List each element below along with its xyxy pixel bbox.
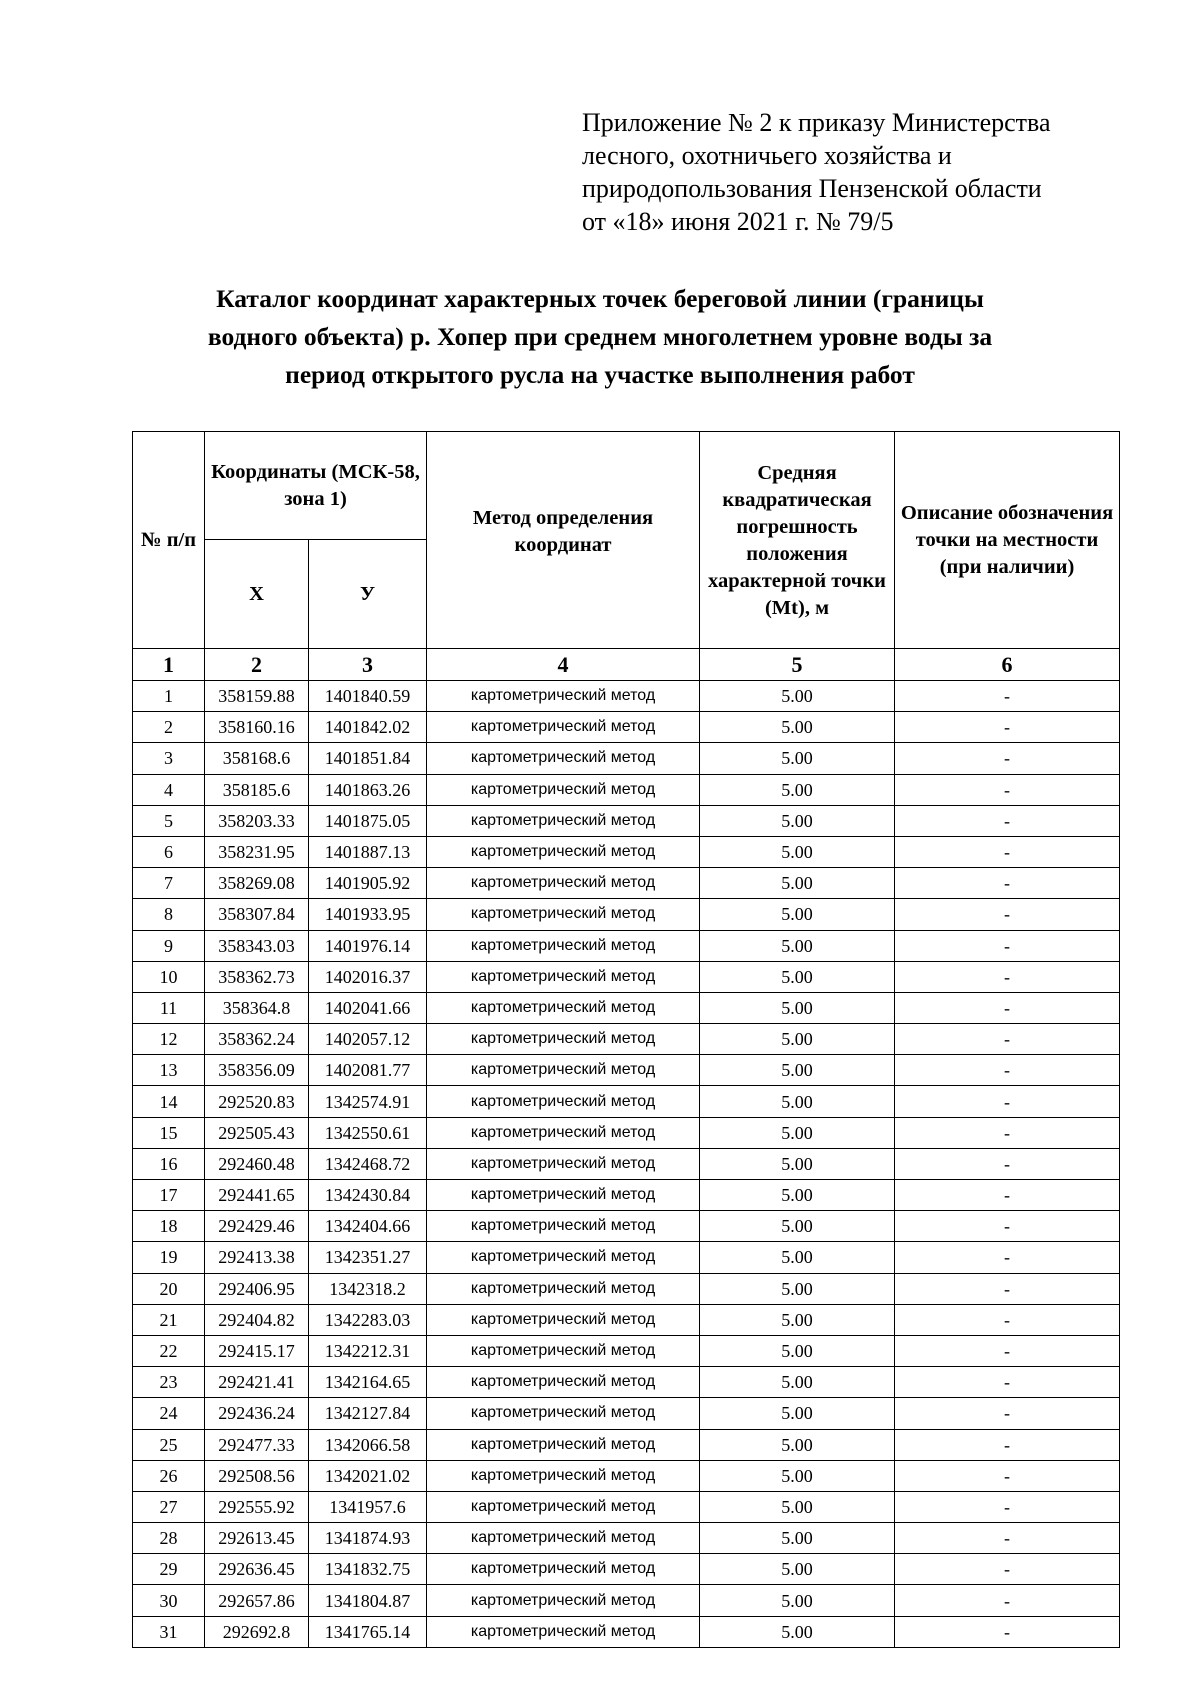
cell-accuracy: 5.00 bbox=[700, 1304, 895, 1335]
title-line: водного объекта) р. Хопер при среднем многолетнем уровне воды за bbox=[207, 322, 993, 351]
cell-description: - bbox=[895, 1616, 1120, 1647]
cell-number: 3 bbox=[133, 743, 205, 774]
cell-method: картометрический метод bbox=[427, 1180, 700, 1211]
cell-accuracy: 5.00 bbox=[700, 1086, 895, 1117]
cell-description: - bbox=[895, 1117, 1120, 1148]
cell-y: 1401842.02 bbox=[309, 712, 427, 743]
cell-x: 358362.73 bbox=[205, 961, 309, 992]
cell-accuracy: 5.00 bbox=[700, 992, 895, 1023]
cell-y: 1401976.14 bbox=[309, 930, 427, 961]
table-row bbox=[133, 1180, 1120, 1211]
header-y: У bbox=[309, 540, 427, 649]
cell-method: картометрический метод bbox=[427, 1585, 700, 1616]
cell-description: - bbox=[895, 1304, 1120, 1335]
cell-x: 292429.46 bbox=[205, 1211, 309, 1242]
table-row bbox=[133, 1024, 1120, 1055]
cell-x: 358343.03 bbox=[205, 930, 309, 961]
cell-method: картометрический метод bbox=[427, 930, 700, 961]
cell-description: - bbox=[895, 1523, 1120, 1554]
cell-accuracy: 5.00 bbox=[700, 836, 895, 867]
cell-x: 358364.8 bbox=[205, 992, 309, 1023]
cell-y: 1401840.59 bbox=[309, 681, 427, 712]
cell-number: 22 bbox=[133, 1335, 205, 1366]
table-row bbox=[133, 743, 1120, 774]
cell-x: 358362.24 bbox=[205, 1024, 309, 1055]
table-row bbox=[133, 1491, 1120, 1522]
cell-description: - bbox=[895, 868, 1120, 899]
cell-number: 26 bbox=[133, 1460, 205, 1491]
cell-x: 292477.33 bbox=[205, 1429, 309, 1460]
cell-method: картометрический метод bbox=[427, 1616, 700, 1647]
table-row bbox=[133, 1554, 1120, 1585]
cell-accuracy: 5.00 bbox=[700, 805, 895, 836]
column-number: 2 bbox=[205, 649, 309, 681]
cell-y: 1342164.65 bbox=[309, 1367, 427, 1398]
column-number: 4 bbox=[427, 649, 700, 681]
header-x: Х bbox=[205, 540, 309, 649]
cell-accuracy: 5.00 bbox=[700, 1055, 895, 1086]
table-row bbox=[133, 868, 1120, 899]
table-row bbox=[133, 1304, 1120, 1335]
table-row bbox=[133, 774, 1120, 805]
cell-number: 23 bbox=[133, 1367, 205, 1398]
table-row bbox=[133, 712, 1120, 743]
cell-number: 12 bbox=[133, 1024, 205, 1055]
cell-accuracy: 5.00 bbox=[700, 774, 895, 805]
cell-accuracy: 5.00 bbox=[700, 712, 895, 743]
cell-y: 1342066.58 bbox=[309, 1429, 427, 1460]
cell-number: 6 bbox=[133, 836, 205, 867]
cell-description: - bbox=[895, 681, 1120, 712]
cell-method: картометрический метод bbox=[427, 1429, 700, 1460]
cell-accuracy: 5.00 bbox=[700, 1554, 895, 1585]
table-row bbox=[133, 1335, 1120, 1366]
header-method: Метод определения координат bbox=[427, 432, 700, 649]
cell-number: 9 bbox=[133, 930, 205, 961]
table-row bbox=[133, 992, 1120, 1023]
cell-x: 358168.6 bbox=[205, 743, 309, 774]
title-line: Каталог координат характерных точек береговой линии (границы bbox=[216, 284, 984, 313]
cell-number: 19 bbox=[133, 1242, 205, 1273]
cell-description: - bbox=[895, 1273, 1120, 1304]
header-accuracy: Средняя квадратическая погрешность положения характерной точки (Mt), м bbox=[700, 432, 895, 649]
cell-y: 1342468.72 bbox=[309, 1148, 427, 1179]
cell-number: 15 bbox=[133, 1117, 205, 1148]
cell-x: 292421.41 bbox=[205, 1367, 309, 1398]
cell-y: 1401887.13 bbox=[309, 836, 427, 867]
cell-x: 358185.6 bbox=[205, 774, 309, 805]
cell-description: - bbox=[895, 1024, 1120, 1055]
cell-method: картометрический метод bbox=[427, 1024, 700, 1055]
cell-description: - bbox=[895, 712, 1120, 743]
table-row bbox=[133, 1055, 1120, 1086]
cell-description: - bbox=[895, 1585, 1120, 1616]
cell-accuracy: 5.00 bbox=[700, 1211, 895, 1242]
appendix-line: от «18» июня 2021 г. № 79/5 bbox=[582, 207, 894, 236]
cell-y: 1402081.77 bbox=[309, 1055, 427, 1086]
cell-accuracy: 5.00 bbox=[700, 1585, 895, 1616]
table-row bbox=[133, 930, 1120, 961]
cell-method: картометрический метод bbox=[427, 1367, 700, 1398]
appendix-line: природопользования Пензенской области bbox=[582, 174, 1042, 203]
cell-description: - bbox=[895, 1055, 1120, 1086]
cell-method: картометрический метод bbox=[427, 1554, 700, 1585]
cell-x: 292613.45 bbox=[205, 1523, 309, 1554]
cell-y: 1342430.84 bbox=[309, 1180, 427, 1211]
cell-method: картометрический метод bbox=[427, 1491, 700, 1522]
cell-number: 17 bbox=[133, 1180, 205, 1211]
cell-accuracy: 5.00 bbox=[700, 1367, 895, 1398]
cell-y: 1342318.2 bbox=[309, 1273, 427, 1304]
cell-description: - bbox=[895, 1491, 1120, 1522]
cell-method: картометрический метод bbox=[427, 868, 700, 899]
cell-number: 2 bbox=[133, 712, 205, 743]
cell-method: картометрический метод bbox=[427, 1086, 700, 1117]
table-row bbox=[133, 1117, 1120, 1148]
cell-accuracy: 5.00 bbox=[700, 930, 895, 961]
table-row bbox=[133, 1616, 1120, 1647]
cell-method: картометрический метод bbox=[427, 743, 700, 774]
appendix-line: лесного, охотничьего хозяйства и bbox=[582, 141, 952, 170]
cell-y: 1401851.84 bbox=[309, 743, 427, 774]
column-number: 1 bbox=[133, 649, 205, 681]
cell-description: - bbox=[895, 805, 1120, 836]
table-row bbox=[133, 1460, 1120, 1491]
cell-y: 1402041.66 bbox=[309, 992, 427, 1023]
cell-accuracy: 5.00 bbox=[700, 1460, 895, 1491]
cell-accuracy: 5.00 bbox=[700, 1242, 895, 1273]
cell-x: 292508.56 bbox=[205, 1460, 309, 1491]
cell-x: 292657.86 bbox=[205, 1585, 309, 1616]
cell-y: 1401863.26 bbox=[309, 774, 427, 805]
cell-method: картометрический метод bbox=[427, 1055, 700, 1086]
cell-number: 21 bbox=[133, 1304, 205, 1335]
table-row bbox=[133, 681, 1120, 712]
cell-method: картометрический метод bbox=[427, 1398, 700, 1429]
cell-number: 4 bbox=[133, 774, 205, 805]
cell-description: - bbox=[895, 1148, 1120, 1179]
cell-accuracy: 5.00 bbox=[700, 1429, 895, 1460]
appendix-line: Приложение № 2 к приказу Министерства bbox=[582, 108, 1051, 137]
cell-y: 1402016.37 bbox=[309, 961, 427, 992]
cell-number: 20 bbox=[133, 1273, 205, 1304]
cell-method: картометрический метод bbox=[427, 1117, 700, 1148]
table-row bbox=[133, 1242, 1120, 1273]
cell-y: 1341957.6 bbox=[309, 1491, 427, 1522]
cell-y: 1402057.12 bbox=[309, 1024, 427, 1055]
cell-method: картометрический метод bbox=[427, 961, 700, 992]
cell-y: 1341765.14 bbox=[309, 1616, 427, 1647]
table-row bbox=[133, 1585, 1120, 1616]
cell-x: 292406.95 bbox=[205, 1273, 309, 1304]
cell-y: 1342550.61 bbox=[309, 1117, 427, 1148]
cell-y: 1341804.87 bbox=[309, 1585, 427, 1616]
cell-number: 11 bbox=[133, 992, 205, 1023]
cell-x: 292415.17 bbox=[205, 1335, 309, 1366]
cell-x: 358203.33 bbox=[205, 805, 309, 836]
cell-x: 358356.09 bbox=[205, 1055, 309, 1086]
cell-description: - bbox=[895, 1211, 1120, 1242]
cell-method: картометрический метод bbox=[427, 1148, 700, 1179]
cell-description: - bbox=[895, 961, 1120, 992]
cell-x: 292505.43 bbox=[205, 1117, 309, 1148]
cell-y: 1341874.93 bbox=[309, 1523, 427, 1554]
cell-x: 292441.65 bbox=[205, 1180, 309, 1211]
cell-number: 8 bbox=[133, 899, 205, 930]
table-row bbox=[133, 961, 1120, 992]
cell-accuracy: 5.00 bbox=[700, 1148, 895, 1179]
cell-description: - bbox=[895, 930, 1120, 961]
cell-description: - bbox=[895, 992, 1120, 1023]
cell-description: - bbox=[895, 1367, 1120, 1398]
cell-x: 358269.08 bbox=[205, 868, 309, 899]
header-coords: Координаты (МСК-58, зона 1) bbox=[205, 432, 427, 540]
table-row bbox=[133, 1367, 1120, 1398]
cell-method: картометрический метод bbox=[427, 681, 700, 712]
cell-description: - bbox=[895, 1554, 1120, 1585]
cell-accuracy: 5.00 bbox=[700, 1273, 895, 1304]
cell-y: 1342283.03 bbox=[309, 1304, 427, 1335]
cell-number: 31 bbox=[133, 1616, 205, 1647]
cell-number: 1 bbox=[133, 681, 205, 712]
column-number: 5 bbox=[700, 649, 895, 681]
cell-x: 358231.95 bbox=[205, 836, 309, 867]
cell-method: картометрический метод bbox=[427, 1304, 700, 1335]
table-row bbox=[133, 1398, 1120, 1429]
cell-number: 27 bbox=[133, 1491, 205, 1522]
cell-number: 24 bbox=[133, 1398, 205, 1429]
column-number: 6 bbox=[895, 649, 1120, 681]
table-row bbox=[133, 899, 1120, 930]
table-row bbox=[133, 1211, 1120, 1242]
cell-accuracy: 5.00 bbox=[700, 1491, 895, 1522]
cell-method: картометрический метод bbox=[427, 1460, 700, 1491]
cell-y: 1342351.27 bbox=[309, 1242, 427, 1273]
cell-y: 1342021.02 bbox=[309, 1460, 427, 1491]
cell-number: 13 bbox=[133, 1055, 205, 1086]
cell-y: 1401905.92 bbox=[309, 868, 427, 899]
cell-y: 1342404.66 bbox=[309, 1211, 427, 1242]
cell-description: - bbox=[895, 1086, 1120, 1117]
cell-description: - bbox=[895, 836, 1120, 867]
cell-x: 292520.83 bbox=[205, 1086, 309, 1117]
cell-x: 292460.48 bbox=[205, 1148, 309, 1179]
cell-description: - bbox=[895, 1180, 1120, 1211]
cell-accuracy: 5.00 bbox=[700, 1335, 895, 1366]
cell-accuracy: 5.00 bbox=[700, 961, 895, 992]
cell-description: - bbox=[895, 1242, 1120, 1273]
cell-method: картометрический метод bbox=[427, 836, 700, 867]
cell-method: картометрический метод bbox=[427, 1273, 700, 1304]
cell-accuracy: 5.00 bbox=[700, 681, 895, 712]
cell-description: - bbox=[895, 774, 1120, 805]
cell-method: картометрический метод bbox=[427, 712, 700, 743]
cell-method: картометрический метод bbox=[427, 992, 700, 1023]
cell-method: картометрический метод bbox=[427, 899, 700, 930]
cell-y: 1341832.75 bbox=[309, 1554, 427, 1585]
table-row bbox=[133, 805, 1120, 836]
cell-description: - bbox=[895, 1429, 1120, 1460]
cell-x: 358307.84 bbox=[205, 899, 309, 930]
title-line: период открытого русла на участке выполнения работ bbox=[285, 360, 915, 389]
cell-y: 1342212.31 bbox=[309, 1335, 427, 1366]
cell-number: 7 bbox=[133, 868, 205, 899]
table-row bbox=[133, 1086, 1120, 1117]
cell-y: 1342127.84 bbox=[309, 1398, 427, 1429]
appendix-header bbox=[582, 106, 1142, 238]
cell-method: картометрический метод bbox=[427, 774, 700, 805]
table-row bbox=[133, 836, 1120, 867]
cell-description: - bbox=[895, 1398, 1120, 1429]
cell-accuracy: 5.00 bbox=[700, 1398, 895, 1429]
cell-number: 10 bbox=[133, 961, 205, 992]
table-row bbox=[133, 1148, 1120, 1179]
cell-x: 292555.92 bbox=[205, 1491, 309, 1522]
cell-accuracy: 5.00 bbox=[700, 1117, 895, 1148]
cell-description: - bbox=[895, 1335, 1120, 1366]
cell-y: 1401933.95 bbox=[309, 899, 427, 930]
cell-number: 30 bbox=[133, 1585, 205, 1616]
cell-number: 29 bbox=[133, 1554, 205, 1585]
cell-number: 28 bbox=[133, 1523, 205, 1554]
document-title bbox=[100, 280, 1100, 394]
cell-number: 5 bbox=[133, 805, 205, 836]
cell-method: картометрический метод bbox=[427, 1211, 700, 1242]
cell-accuracy: 5.00 bbox=[700, 1180, 895, 1211]
table-row bbox=[133, 1273, 1120, 1304]
cell-accuracy: 5.00 bbox=[700, 743, 895, 774]
cell-number: 14 bbox=[133, 1086, 205, 1117]
cell-description: - bbox=[895, 1460, 1120, 1491]
cell-method: картометрический метод bbox=[427, 1335, 700, 1366]
table-row bbox=[133, 1429, 1120, 1460]
cell-method: картометрический метод bbox=[427, 805, 700, 836]
header-num: № п/п bbox=[133, 432, 205, 649]
cell-accuracy: 5.00 bbox=[700, 868, 895, 899]
cell-x: 358159.88 bbox=[205, 681, 309, 712]
cell-number: 16 bbox=[133, 1148, 205, 1179]
cell-y: 1342574.91 bbox=[309, 1086, 427, 1117]
cell-x: 292436.24 bbox=[205, 1398, 309, 1429]
coordinates-table bbox=[132, 431, 1120, 1648]
cell-method: картометрический метод bbox=[427, 1523, 700, 1554]
cell-method: картометрический метод bbox=[427, 1242, 700, 1273]
cell-accuracy: 5.00 bbox=[700, 899, 895, 930]
cell-description: - bbox=[895, 899, 1120, 930]
cell-x: 292404.82 bbox=[205, 1304, 309, 1335]
cell-x: 292413.38 bbox=[205, 1242, 309, 1273]
cell-x: 292636.45 bbox=[205, 1554, 309, 1585]
cell-description: - bbox=[895, 743, 1120, 774]
cell-accuracy: 5.00 bbox=[700, 1523, 895, 1554]
cell-accuracy: 5.00 bbox=[700, 1024, 895, 1055]
cell-accuracy: 5.00 bbox=[700, 1616, 895, 1647]
cell-number: 18 bbox=[133, 1211, 205, 1242]
header-description: Описание обозначения точки на местности (при наличии) bbox=[895, 432, 1120, 649]
column-number: 3 bbox=[309, 649, 427, 681]
cell-x: 292692.8 bbox=[205, 1616, 309, 1647]
cell-number: 25 bbox=[133, 1429, 205, 1460]
cell-x: 358160.16 bbox=[205, 712, 309, 743]
cell-y: 1401875.05 bbox=[309, 805, 427, 836]
table-row bbox=[133, 1523, 1120, 1554]
column-number-row bbox=[133, 649, 1120, 681]
